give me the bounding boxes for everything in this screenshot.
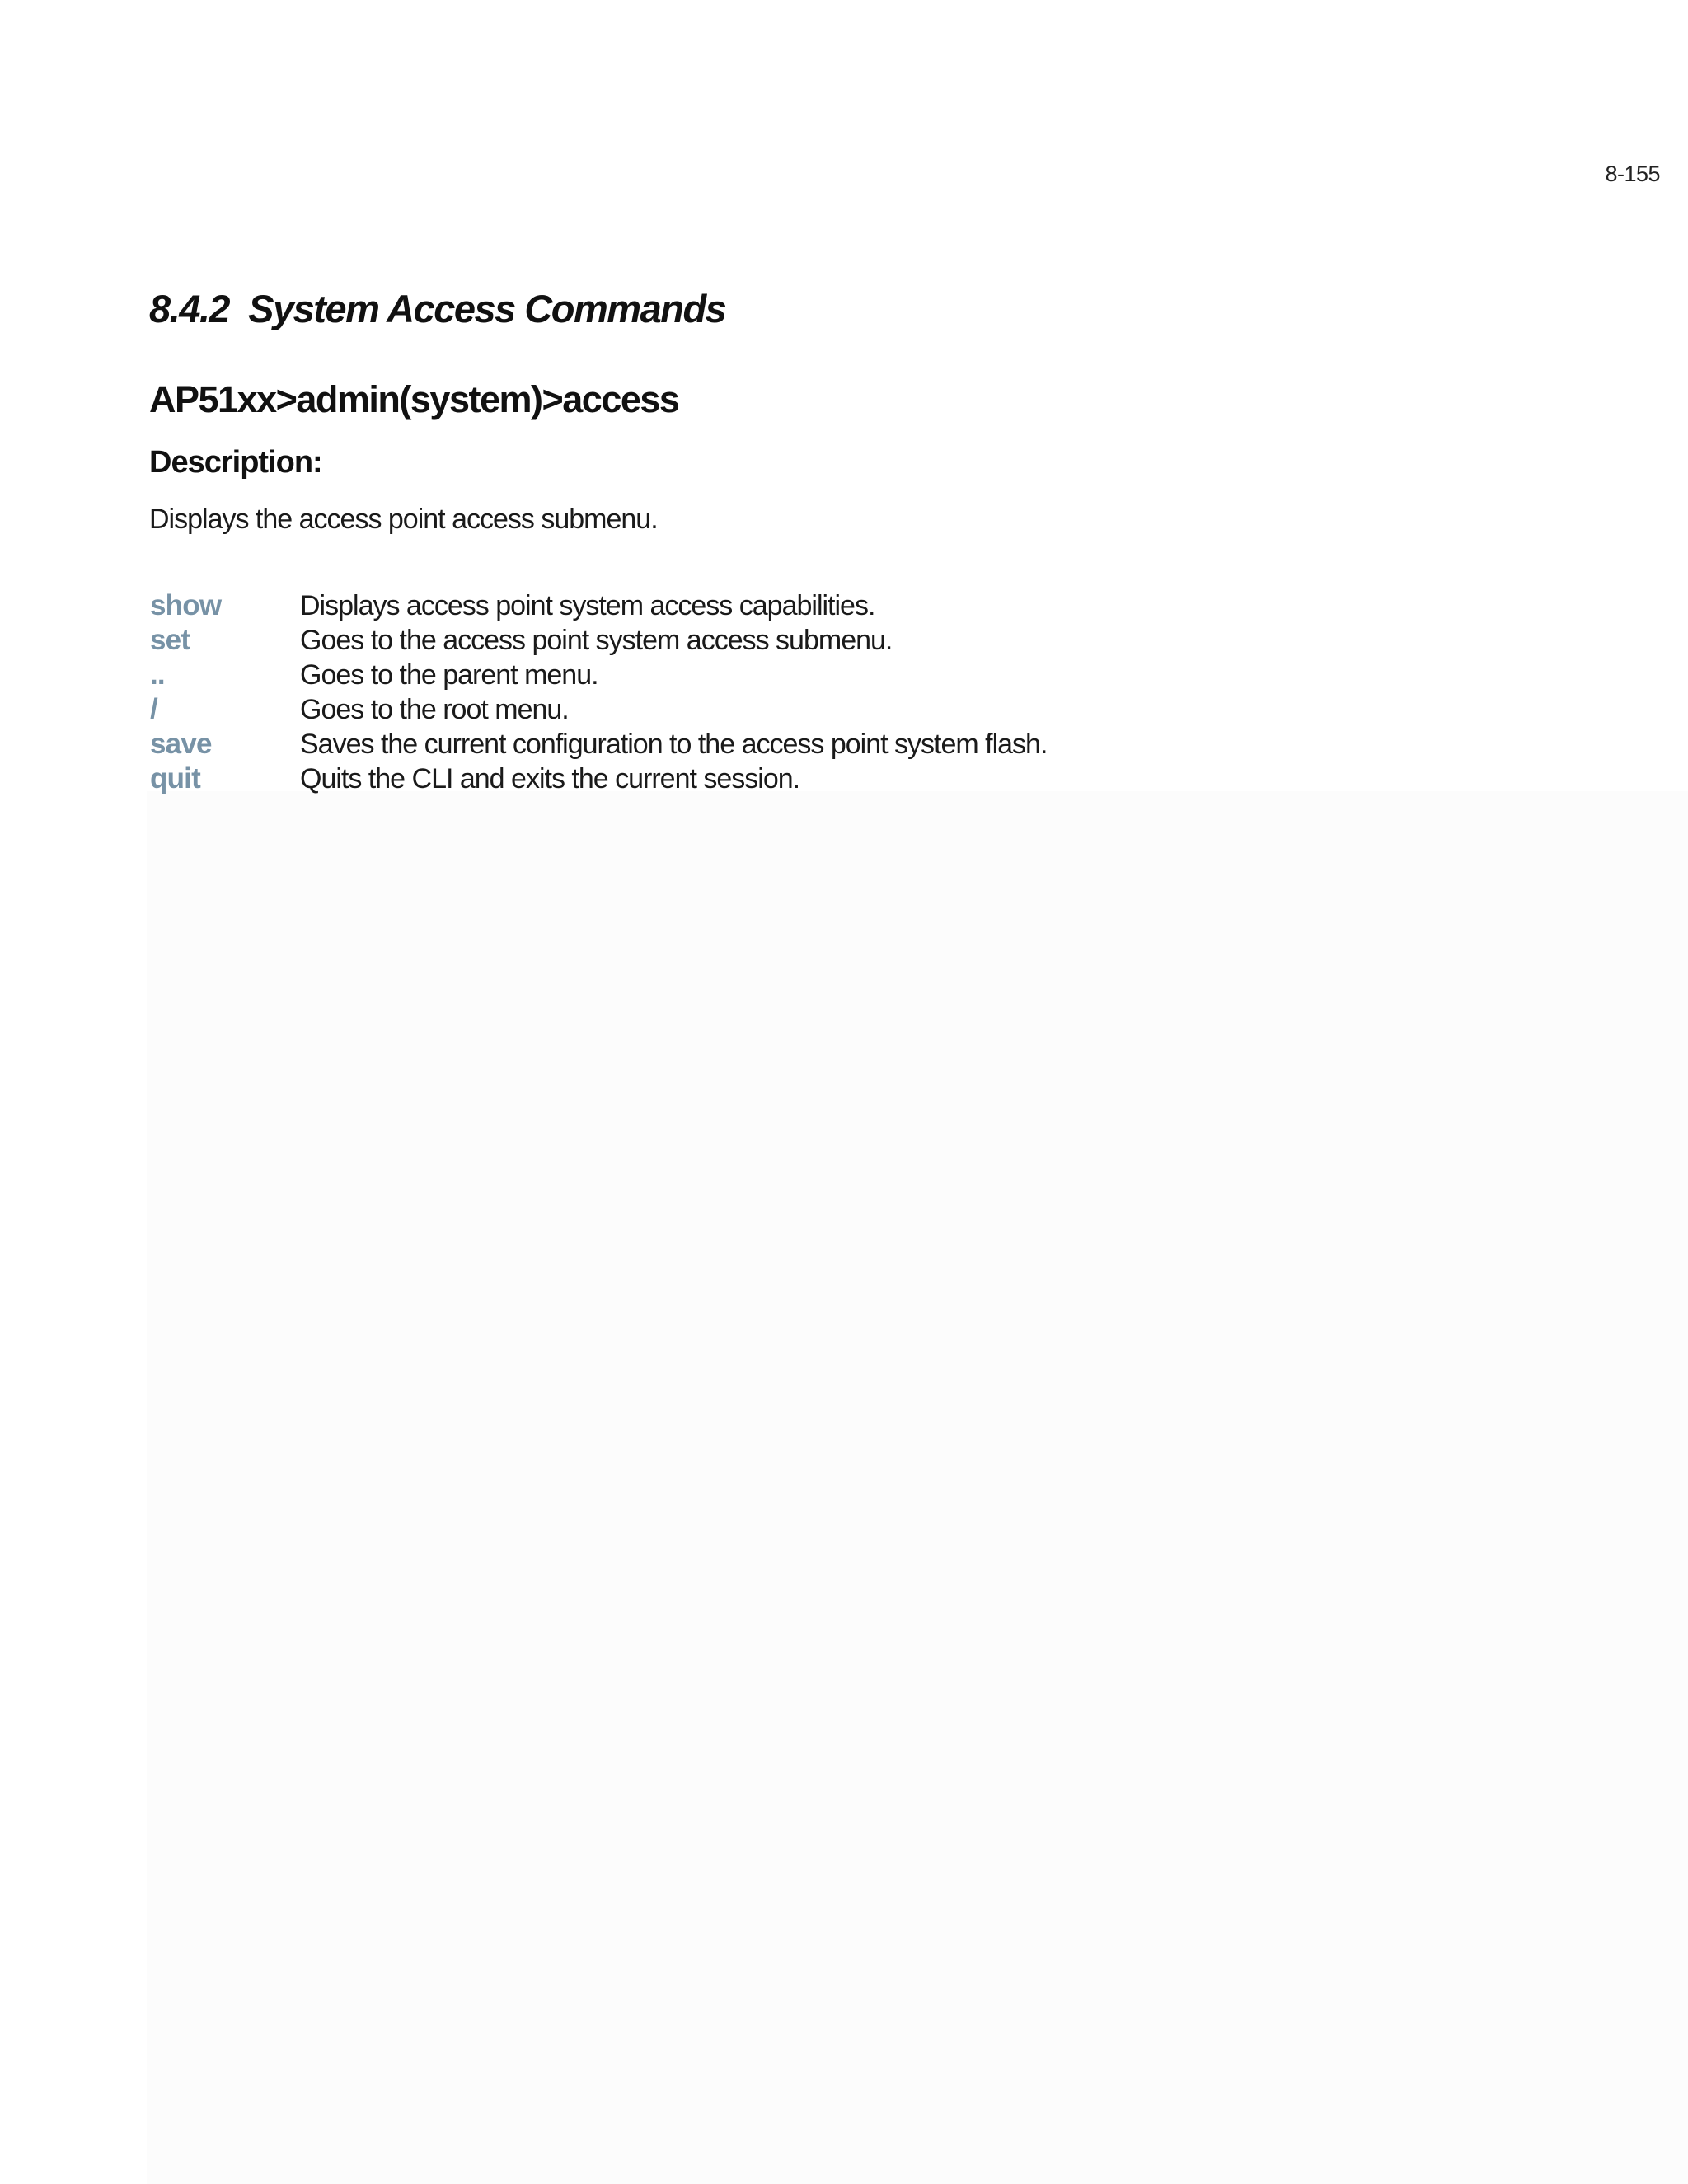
command-description: Goes to the root menu. xyxy=(300,694,569,725)
command-row xyxy=(150,692,1221,727)
command-name: set xyxy=(150,624,190,656)
command-row xyxy=(150,658,1221,692)
command-description: Goes to the parent menu. xyxy=(300,659,598,691)
command-name: .. xyxy=(150,658,165,691)
command-name: show xyxy=(150,589,222,621)
command-description: Saves the current configuration to the access point system flash. xyxy=(300,729,1048,760)
command-name: quit xyxy=(150,762,200,794)
description-text: Displays the access point access submenu. xyxy=(149,504,658,535)
command-row xyxy=(150,762,1221,796)
command-description: Goes to the access point system access submenu. xyxy=(300,625,893,656)
command-name: save xyxy=(150,728,212,760)
command-name: / xyxy=(150,693,157,725)
section-title: 8.4.2 System Access Commands xyxy=(149,287,726,330)
description-heading: Description: xyxy=(149,445,322,480)
page-number: 8-155 xyxy=(1605,162,1660,186)
command-row xyxy=(150,727,1221,762)
command-heading: AP51xx>admin(system)>access xyxy=(149,378,679,420)
command-description: Quits the CLI and exits the current session. xyxy=(300,763,800,794)
command-description: Displays access point system access capabilities. xyxy=(300,590,875,621)
page-background-panel xyxy=(147,791,1688,2184)
command-row xyxy=(150,623,1221,658)
command-row xyxy=(150,588,1221,623)
command-table xyxy=(150,588,1221,796)
